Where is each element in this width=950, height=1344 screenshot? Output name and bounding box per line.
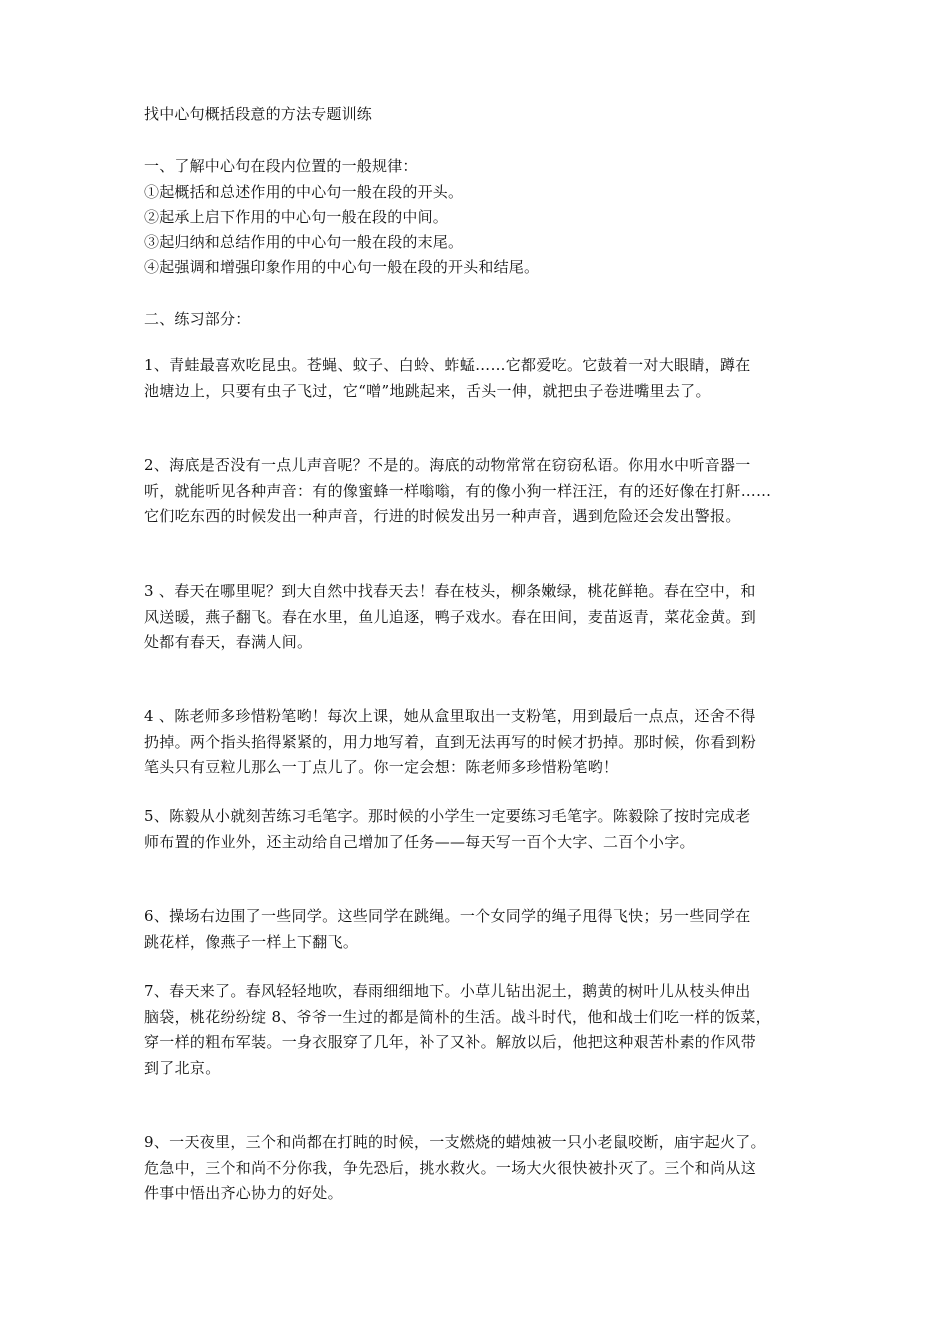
paragraph-line: 处都有春天，春满人间。 <box>144 633 313 651</box>
rule-item: ②起承上启下作用的中心句一般在段的中间。 <box>144 208 449 226</box>
paragraph-line: 2、海底是否没有一点儿声音呢？不是的。海底的动物常常在窃窃私语。你用水中听音器一 <box>144 456 751 474</box>
rule-item: ①起概括和总述作用的中心句一般在段的开头。 <box>144 183 464 201</box>
paragraph-line: 5、陈毅从小就刻苦练习毛笔字。那时候的小学生一定要练习毛笔字。陈毅除了按时完成老 <box>144 807 751 825</box>
paragraph-line: 跳花样，像燕子一样上下翻飞。 <box>144 932 359 951</box>
paragraph-line: 6、操场右边围了一些同学。这些同学在跳绳。一个女同学的绳子甩得飞快；另一些同学在 <box>144 907 751 925</box>
rule-item: ③起归纳和总结作用的中心句一般在段的末尾。 <box>144 233 464 251</box>
document-title: 找中心句概括段意的方法专题训练 <box>144 105 373 123</box>
exercise-paragraph-3 <box>144 579 824 656</box>
exercise-paragraph-7 <box>144 979 824 1081</box>
paragraph-line: 风送暖，燕子翻飞。春在水里，鱼儿追逐，鸭子戏水。春在田间，麦苗返青，菜花金黄。到 <box>144 607 757 626</box>
paragraph-line: 它们吃东西的时候发出一种声音，行进的时候发出另一种声音，遇到危险还会发出警报。 <box>144 507 741 525</box>
paragraph-line: 听，就能听见各种声音：有的像蜜蜂一样嗡嗡，有的像小狗一样汪汪，有的还好像在打鼾…… <box>144 481 772 500</box>
paragraph-line: 3 、春天在哪里呢？到大自然中找春天去！春在枝头，柳条嫩绿，桃花鲜艳。春在空中，和 <box>144 582 756 600</box>
exercise-paragraph-5 <box>144 804 824 855</box>
paragraph-line: 师布置的作业外，还主动给自己增加了任务——每天写一百个大字、二百个小字。 <box>144 832 695 851</box>
paragraph-line: 到了北京。 <box>144 1058 221 1077</box>
paragraph-line: 7、春天来了。春风轻轻地吹，春雨细细地下。小草儿钻出泥土，鹅黄的树叶儿从枝头伸出 <box>144 982 751 1000</box>
paragraph-line: 件事中悟出齐心协力的好处。 <box>144 1184 343 1202</box>
paragraph-line: 穿一样的粗布军装。一身衣服穿了几年，补了又补。解放以后，他把这种艰苦朴素的作风带 <box>144 1033 757 1051</box>
paragraph-line: 危急中，三个和尚不分你我，争先恐后，挑水救火。一场大火很快被扑灭了。三个和尚从这 <box>144 1158 757 1177</box>
paragraph-line: 扔掉。两个指头掐得紧紧的，用力地写着，直到无法再写的时候才扔掉。那时候，你看到粉 <box>144 732 757 751</box>
exercise-paragraph-1 <box>144 353 824 404</box>
exercise-paragraph-2 <box>144 453 824 530</box>
exercise-paragraph-6 <box>144 904 824 955</box>
exercise-paragraph-9 <box>144 1130 824 1207</box>
paragraph-line: 池塘边上，只要有虫子飞过，它“噌”地跳起来，舌头一伸，就把虫子卷进嘴里去了。 <box>144 381 711 400</box>
exercise-paragraph-4 <box>144 704 824 781</box>
paragraph-line: 笔头只有豆粒儿那么一丁点儿了。你一定会想：陈老师多珍惜粉笔哟！ <box>144 758 619 776</box>
paragraph-line: 9、一天夜里，三个和尚都在打盹的时候，一支燃烧的蜡烛被一只小老鼠咬断，庙宇起火了。 <box>144 1133 766 1151</box>
paragraph-line: 4 、陈老师多珍惜粉笔哟！每次上课，她从盒里取出一支粉笔，用到最后一点点，还舍不得 <box>144 707 756 725</box>
section2-heading: 二、练习部分： <box>144 310 251 328</box>
paragraph-line: 1、青蛙最喜欢吃昆虫。苍蝇、蚊子、白蛉、蚱蜢……它都爱吃。它鼓着一对大眼睛，蹲在 <box>144 356 751 374</box>
rule-item: ④起强调和增强印象作用的中心句一般在段的开头和结尾。 <box>144 258 540 276</box>
section1-heading: 一、了解中心句在段内位置的一般规律： <box>144 157 418 175</box>
paragraph-line: 脑袋，桃花纷纷绽 8、爷爷一生过的都是简朴的生活。战斗时代，他和战士们吃一样的饭菜， <box>144 1007 771 1026</box>
